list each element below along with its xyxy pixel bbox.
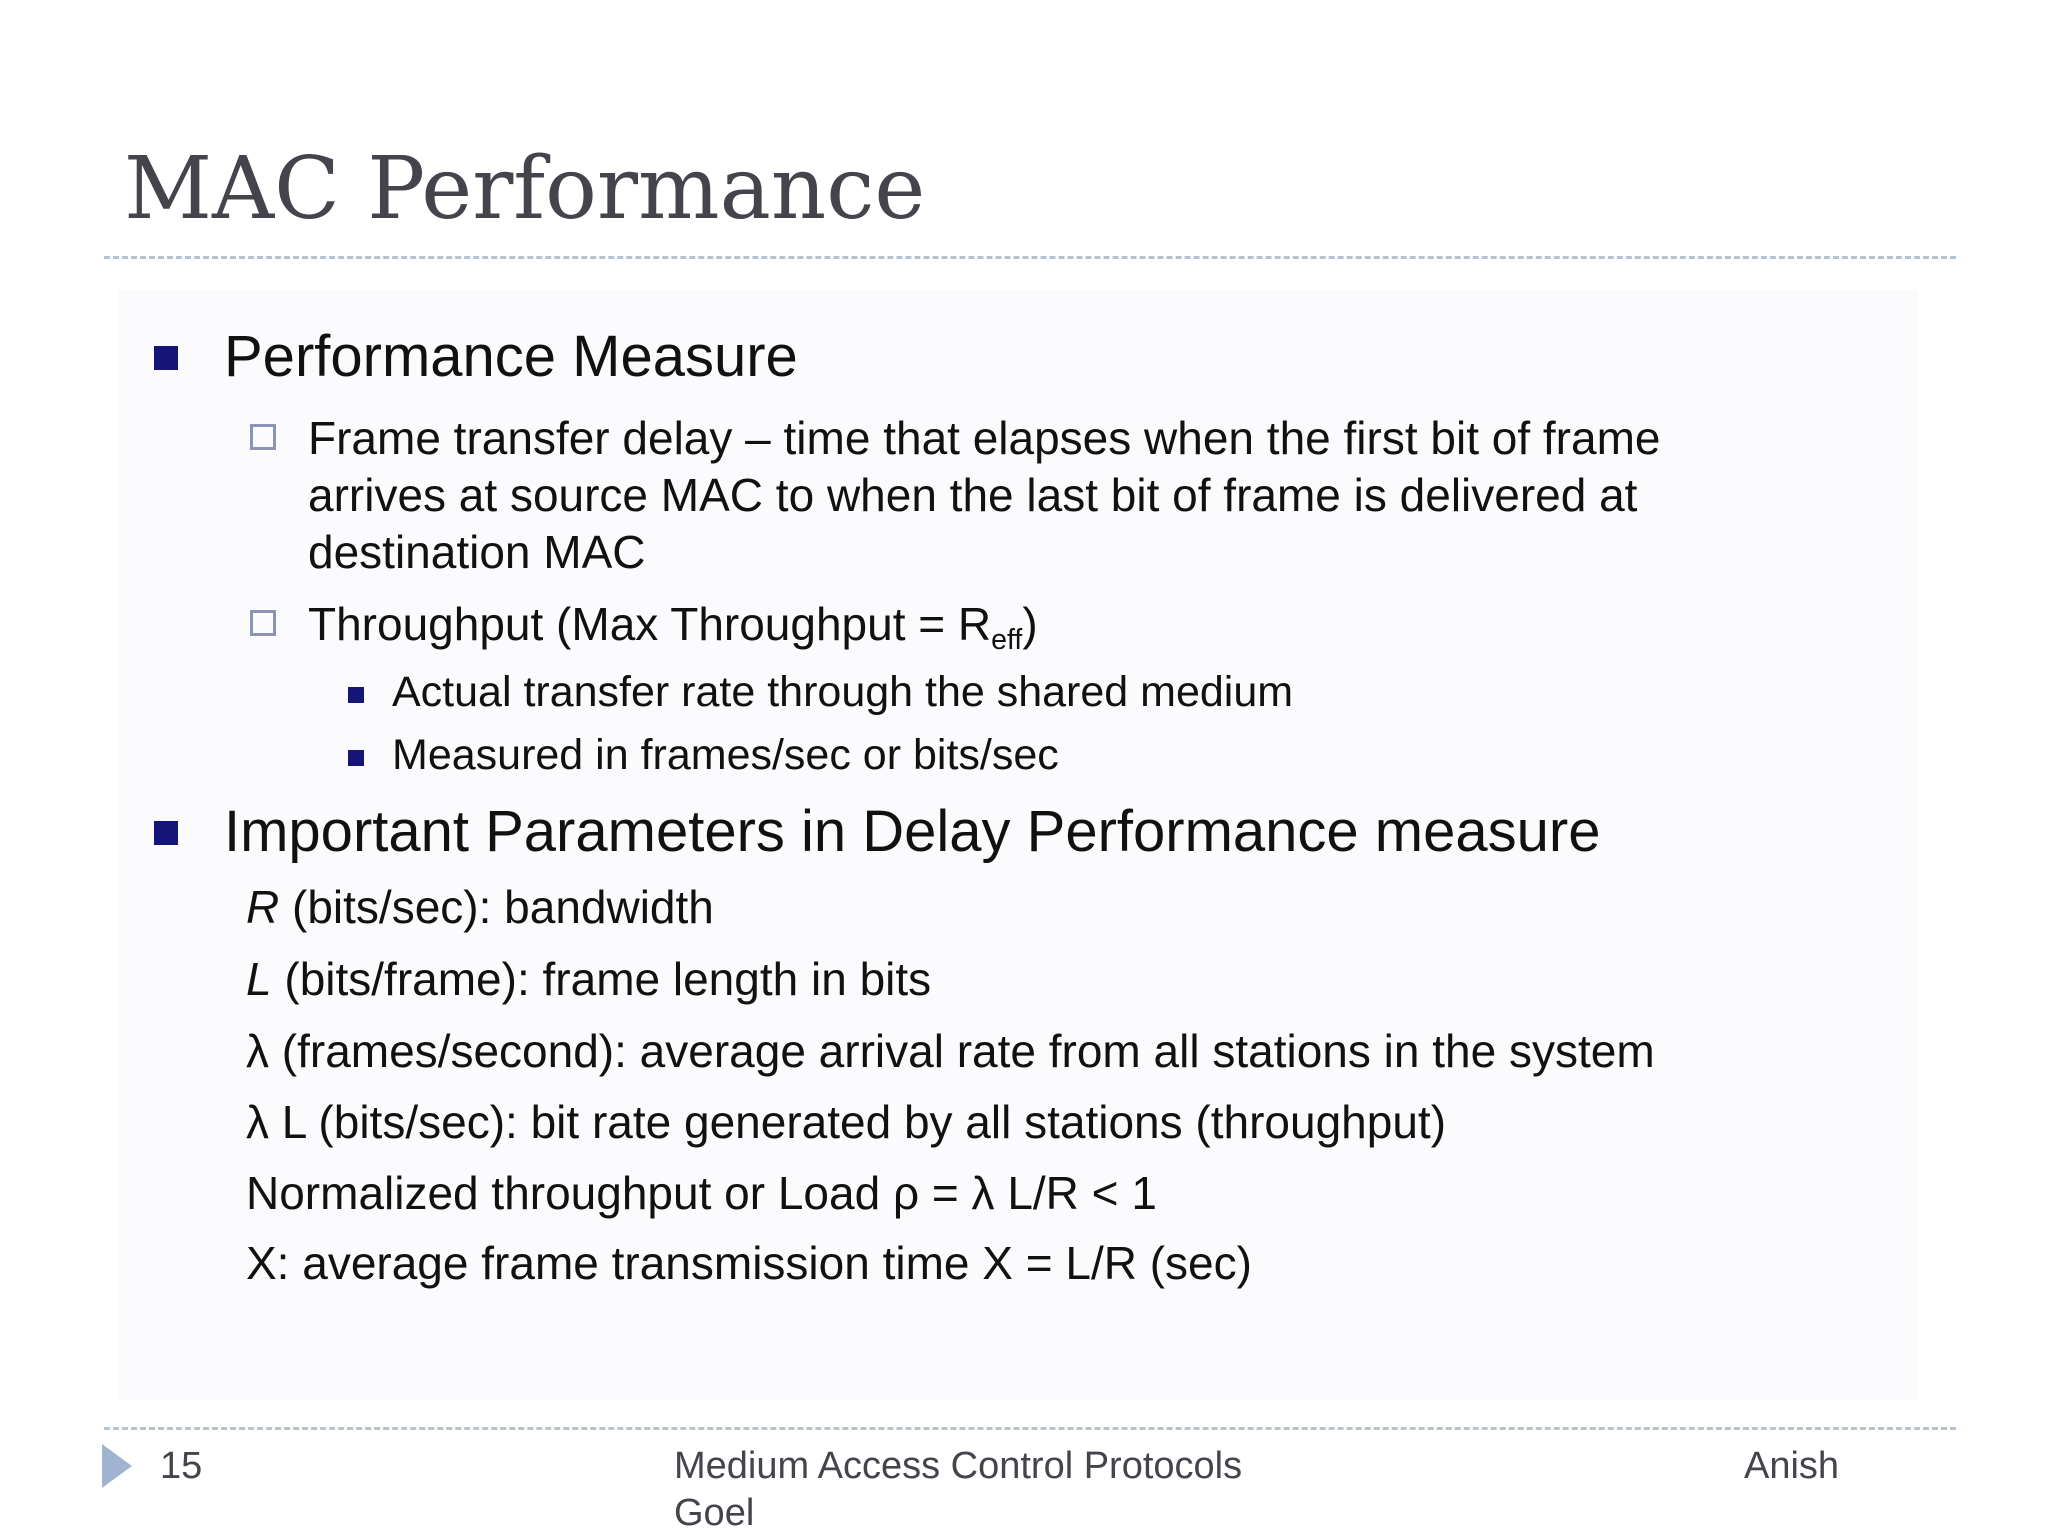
small-square-bullet-icon	[348, 750, 364, 766]
param-symbol: L	[246, 953, 272, 1005]
hollow-square-bullet-icon	[250, 424, 276, 450]
square-bullet-icon	[154, 821, 178, 845]
page-number: 15	[160, 1445, 203, 1487]
throughput-text: Throughput (Max Throughput = R	[308, 598, 992, 650]
bullet-heading: Important Parameters in Delay Performance measure	[224, 799, 1601, 864]
param-text: Normalized throughput or Load ρ = λ L/R < 1	[246, 1167, 1157, 1219]
sub-sub-bullet-text: Actual transfer rate through the shared medium	[392, 668, 1294, 716]
throughput-subscript: eff	[991, 624, 1023, 657]
footer-author-first: Anish	[1744, 1445, 1840, 1487]
slide-content	[118, 290, 1918, 1400]
sub-sub-bullet-text: Measured in frames/sec or bits/sec	[392, 731, 1059, 779]
sub-bullet-line: destination MAC	[308, 526, 646, 578]
hollow-square-bullet-icon	[250, 610, 276, 636]
param-bandwidth	[246, 878, 714, 936]
footer-divider	[104, 1427, 1956, 1430]
small-square-bullet-icon	[348, 687, 364, 703]
triangle-right-icon	[102, 1444, 132, 1488]
param-arrival-rate	[246, 1022, 1655, 1080]
throughput-suffix: )	[1022, 598, 1038, 650]
sub-bullet-line: Frame transfer delay – time that elapses when the first bit of frame	[308, 412, 1661, 464]
param-normalized-throughput	[246, 1164, 1157, 1222]
bullet-heading: Performance Measure	[224, 324, 798, 389]
param-transmission-time	[246, 1234, 1252, 1292]
param-bit-rate	[246, 1093, 1446, 1151]
title-divider	[104, 256, 1956, 259]
param-text: (bits/frame): frame length in bits	[271, 953, 932, 1005]
footer-title: Medium Access Control Protocols	[674, 1445, 1243, 1487]
footer-author-last: Goel	[674, 1492, 755, 1534]
param-text: λ L (bits/sec): bit rate generated by all stations (throughput)	[246, 1096, 1447, 1148]
square-bullet-icon	[154, 346, 178, 370]
param-text: X: average frame transmission time X = L/R (sec)	[246, 1237, 1252, 1289]
sub-bullet-line	[308, 596, 1038, 657]
slide-title: MAC Performance	[124, 139, 926, 239]
param-symbol: R	[246, 881, 280, 933]
param-frame-length	[246, 950, 931, 1008]
param-text: λ (frames/second): average arrival rate from all stations in the system	[246, 1025, 1655, 1077]
sub-bullet-line: arrives at source MAC to when the last bit of frame is delivered at	[308, 469, 1638, 521]
param-text: (bits/sec): bandwidth	[279, 881, 714, 933]
